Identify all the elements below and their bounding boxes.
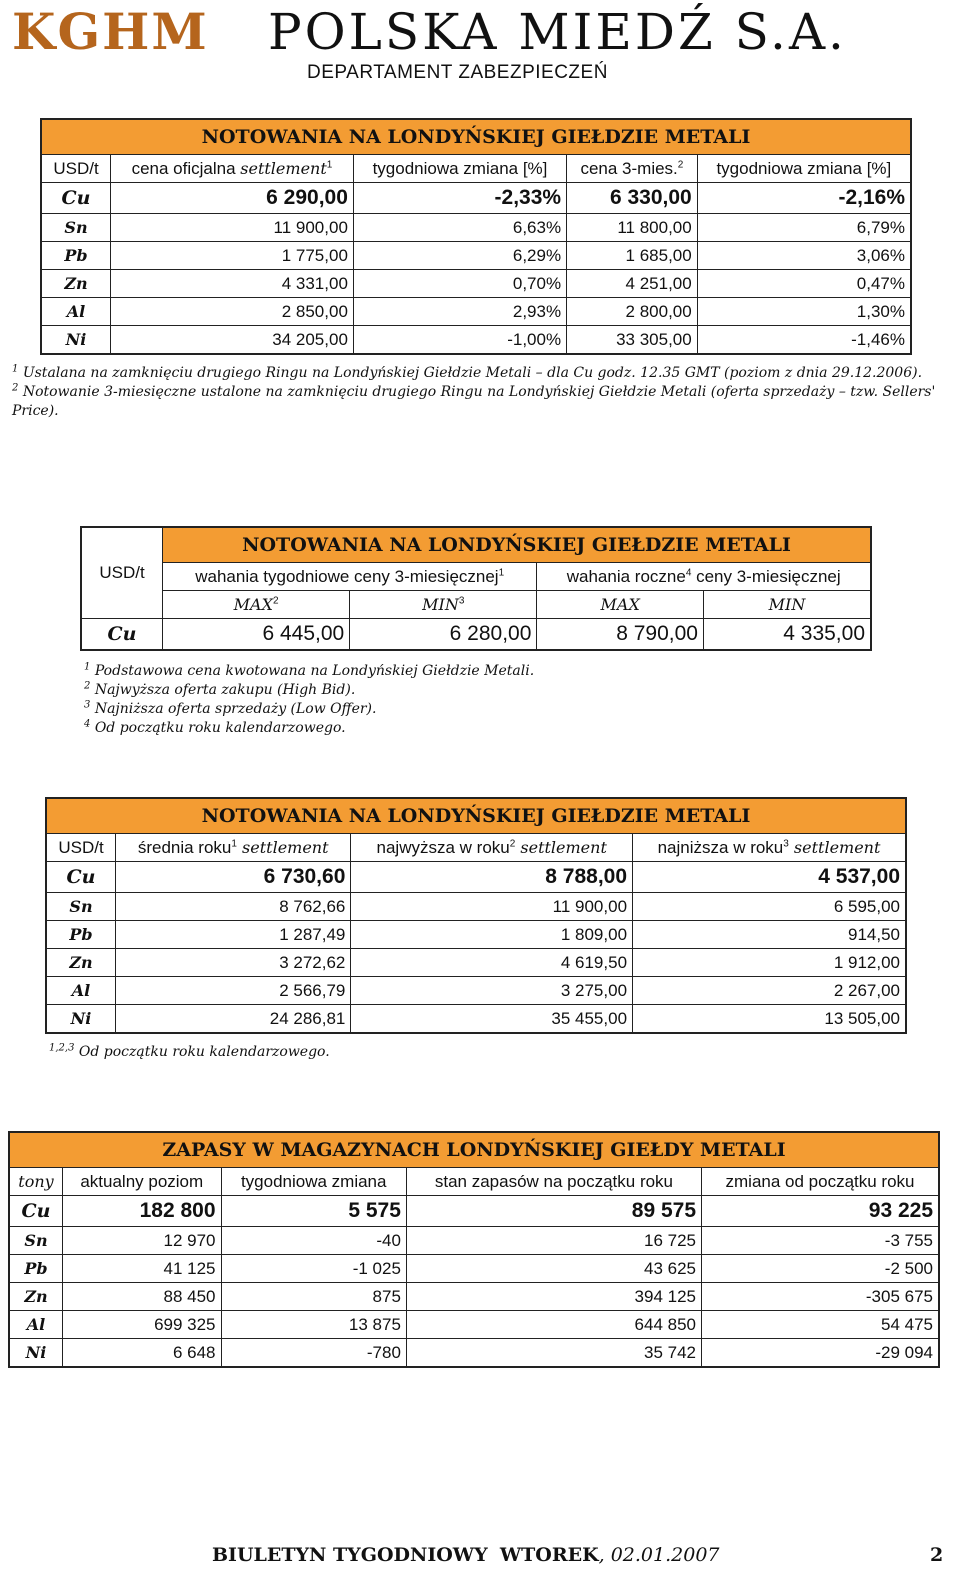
column-header: zmiana od początku roku (702, 1168, 940, 1196)
table-title: NOTOWANIA NA LONDYŃSKIEJ GIEŁDZIE METALI (163, 527, 872, 563)
value-cell: 1 287,49 (116, 921, 351, 949)
value-cell: 33 305,00 (567, 326, 698, 355)
value-cell: 0,47% (697, 270, 911, 298)
value-cell: 12 970 (63, 1227, 222, 1255)
value-cell: -3 755 (702, 1227, 940, 1255)
value-cell: 43 625 (406, 1255, 701, 1283)
metal-symbol: Zn (9, 1283, 63, 1311)
metal-symbol: Cu (81, 619, 163, 651)
value-cell: 34 205,00 (111, 326, 354, 355)
value-cell: 2 566,79 (116, 977, 351, 1005)
column-header: najniższa w roku$^3$ settlement (633, 834, 906, 862)
value-cell: 3 272,62 (116, 949, 351, 977)
value-cell: 182 800 (63, 1196, 222, 1227)
column-header: tygodniowa zmiana [%] (697, 155, 911, 183)
column-header: cena oficjalna settlement$^1$ (111, 155, 354, 183)
value-cell: 1 809,00 (351, 921, 633, 949)
metal-symbol: Pb (41, 242, 111, 270)
metal-symbol: Zn (46, 949, 116, 977)
bulletin-date: , 02.01.2007 (598, 1544, 720, 1566)
value-cell: -2,16% (697, 183, 911, 214)
column-header: tygodniowa zmiana [%] (353, 155, 566, 183)
value-cell: 2,93% (353, 298, 566, 326)
metal-symbol: Ni (41, 326, 111, 355)
value-cell: 11 900,00 (111, 214, 354, 242)
value-cell: 6 445,00 (163, 619, 350, 651)
value-cell: 6 330,00 (567, 183, 698, 214)
metal-symbol: Al (46, 977, 116, 1005)
column-header: tygodniowa zmiana (221, 1168, 406, 1196)
value-cell: -305 675 (702, 1283, 940, 1311)
table-row (46, 893, 906, 921)
metal-symbol: Cu (41, 183, 111, 214)
value-cell: 89 575 (406, 1196, 701, 1227)
table-row (41, 214, 911, 242)
kghm-logo: KGHM (12, 2, 209, 61)
company-name: POLSKA MIEDŹ S.A. (268, 3, 847, 61)
footnote: $^4$ Od początku roku kalendarzowego. (84, 718, 346, 736)
column-group-header: wahania tygodniowe ceny 3-miesięcznej$^1$ (163, 563, 537, 591)
value-cell: 2 267,00 (633, 977, 906, 1005)
table-row (41, 270, 911, 298)
bulletin-label: BIULETYN TYGODNIOWY (212, 1544, 488, 1566)
bulletin-footer (212, 1544, 720, 1566)
metal-symbol: Al (9, 1311, 63, 1339)
table-row (9, 1339, 939, 1368)
metal-symbol: Ni (9, 1339, 63, 1368)
table-header-row (9, 1168, 939, 1196)
value-cell: 394 125 (406, 1283, 701, 1311)
table-row (46, 1005, 906, 1034)
value-cell: -1,00% (353, 326, 566, 355)
table-header-row (81, 563, 871, 591)
value-cell: 8 788,00 (351, 862, 633, 893)
metal-symbol: Cu (46, 862, 116, 893)
footnote: $^1$ Ustalana na zamknięciu drugiego Ringu na Londyńskiej Giełdzie Metali – dla Cu godz. 12.35 GMT (poziom z dnia 29.12.2006). (12, 363, 923, 381)
table-row (46, 949, 906, 977)
table-row (41, 183, 911, 214)
column-header: średnia roku$^1$ settlement (116, 834, 351, 862)
table-title: NOTOWANIA NA LONDYŃSKIEJ GIEŁDZIE METALI (46, 798, 906, 834)
value-cell: 6,29% (353, 242, 566, 270)
value-cell: 3,06% (697, 242, 911, 270)
document-header (10, 0, 955, 83)
footnote: $^{1,2,3}$ Od początku roku kalendarzowego. (49, 1042, 330, 1060)
metal-symbol: Zn (41, 270, 111, 298)
value-cell: 54 475 (702, 1311, 940, 1339)
metal-symbol: Sn (9, 1227, 63, 1255)
metal-symbol: Pb (46, 921, 116, 949)
value-cell: 4 331,00 (111, 270, 354, 298)
value-cell: 8 762,66 (116, 893, 351, 921)
value-cell: 6 730,60 (116, 862, 351, 893)
column-header: stan zapasów na początku roku (406, 1168, 701, 1196)
value-cell: 35 742 (406, 1339, 701, 1368)
metal-symbol: Al (41, 298, 111, 326)
value-cell: 88 450 (63, 1283, 222, 1311)
table-row (81, 619, 871, 651)
metal-symbol: Cu (9, 1196, 63, 1227)
footnote: $^3$ Najniższa oferta sprzedaży (Low Offer). (84, 699, 377, 717)
table-row (46, 977, 906, 1005)
value-cell: 4 335,00 (703, 619, 871, 651)
column-header: MIN$^3$ (350, 591, 537, 619)
table-row (41, 298, 911, 326)
column-header: MAX$^2$ (163, 591, 350, 619)
table-row (46, 921, 906, 949)
table3-footnote (49, 1043, 909, 1062)
column-header: cena 3-mies.$^2$ (567, 155, 698, 183)
value-cell: -40 (221, 1227, 406, 1255)
column-header: aktualny poziom (63, 1168, 222, 1196)
value-cell: -1 025 (221, 1255, 406, 1283)
table-header-row (41, 155, 911, 183)
value-cell: 93 225 (702, 1196, 940, 1227)
value-cell: 13 875 (221, 1311, 406, 1339)
unit-label: USD/t (46, 834, 116, 862)
lme-3m-ranges-table (80, 526, 872, 651)
table-row (9, 1196, 939, 1227)
value-cell: 2 850,00 (111, 298, 354, 326)
value-cell: 6 595,00 (633, 893, 906, 921)
table-subheader-row (81, 591, 871, 619)
bulletin-day: WTOREK (499, 1544, 599, 1566)
value-cell: -1,46% (697, 326, 911, 355)
column-header: MIN (703, 591, 871, 619)
value-cell: 3 275,00 (351, 977, 633, 1005)
value-cell: 6 280,00 (350, 619, 537, 651)
metal-symbol: Sn (41, 214, 111, 242)
table-title: ZAPASY W MAGAZYNACH LONDYŃSKIEJ GIEŁDY METALI (9, 1132, 939, 1168)
department-name: DEPARTAMENT ZABEZPIECZEŃ (307, 62, 608, 83)
footnote: $^1$ Podstawowa cena kwotowana na Londyńskiej Giełdzie Metali. (84, 661, 535, 679)
metal-symbol: Pb (9, 1255, 63, 1283)
value-cell: 6,79% (697, 214, 911, 242)
footnote: $^2$ Najwyższa oferta zakupu (High Bid). (84, 680, 356, 698)
column-header: najwyższa w roku$^2$ settlement (351, 834, 633, 862)
lme-stocks-table (8, 1131, 940, 1368)
table-title: NOTOWANIA NA LONDYŃSKIEJ GIEŁDZIE METALI (41, 119, 911, 155)
column-header: MAX (537, 591, 704, 619)
unit-label: USD/t (41, 155, 111, 183)
value-cell: 644 850 (406, 1311, 701, 1339)
value-cell: 699 325 (63, 1311, 222, 1339)
value-cell: -2,33% (353, 183, 566, 214)
value-cell: 6 290,00 (111, 183, 354, 214)
lme-prices-table (40, 118, 912, 355)
value-cell: -29 094 (702, 1339, 940, 1368)
table-row (9, 1227, 939, 1255)
value-cell: 11 900,00 (351, 893, 633, 921)
value-cell: 875 (221, 1283, 406, 1311)
metal-symbol: Ni (46, 1005, 116, 1034)
value-cell: 2 800,00 (567, 298, 698, 326)
value-cell: 1,30% (697, 298, 911, 326)
value-cell: 0,70% (353, 270, 566, 298)
table2-footnotes (84, 662, 904, 738)
value-cell: 6 648 (63, 1339, 222, 1368)
page-number: 2 (930, 1544, 944, 1566)
value-cell: 6,63% (353, 214, 566, 242)
value-cell: 8 790,00 (537, 619, 704, 651)
metal-symbol: Sn (46, 893, 116, 921)
value-cell: 4 619,50 (351, 949, 633, 977)
value-cell: 1 775,00 (111, 242, 354, 270)
table-row (41, 242, 911, 270)
value-cell: 24 286,81 (116, 1005, 351, 1034)
value-cell: 4 537,00 (633, 862, 906, 893)
value-cell: 11 800,00 (567, 214, 698, 242)
table-row (9, 1283, 939, 1311)
lme-annual-stats-table (45, 797, 907, 1034)
value-cell: 914,50 (633, 921, 906, 949)
unit-label: USD/t (81, 527, 163, 619)
value-cell: 5 575 (221, 1196, 406, 1227)
value-cell: -2 500 (702, 1255, 940, 1283)
value-cell: 41 125 (63, 1255, 222, 1283)
value-cell: 4 251,00 (567, 270, 698, 298)
value-cell: 35 455,00 (351, 1005, 633, 1034)
value-cell: 1 685,00 (567, 242, 698, 270)
value-cell: 13 505,00 (633, 1005, 906, 1034)
value-cell: 16 725 (406, 1227, 701, 1255)
table1-footnotes (12, 364, 947, 421)
footnote: $^2$ Notowanie 3-miesięczne ustalone na zamknięciu drugiego Ringu na Londyńskiej Giełdzie Metali (oferta sprzedaży – tzw. Sellers' Price). (12, 382, 936, 419)
table-header-row (46, 834, 906, 862)
column-group-header: wahania roczne$^4$ ceny 3-miesięcznej (537, 563, 871, 591)
table-row (46, 862, 906, 893)
value-cell: 1 912,00 (633, 949, 906, 977)
table-row (41, 326, 911, 355)
unit-label: tony (9, 1168, 63, 1196)
value-cell: -780 (221, 1339, 406, 1368)
table-row (9, 1255, 939, 1283)
table-row (9, 1311, 939, 1339)
